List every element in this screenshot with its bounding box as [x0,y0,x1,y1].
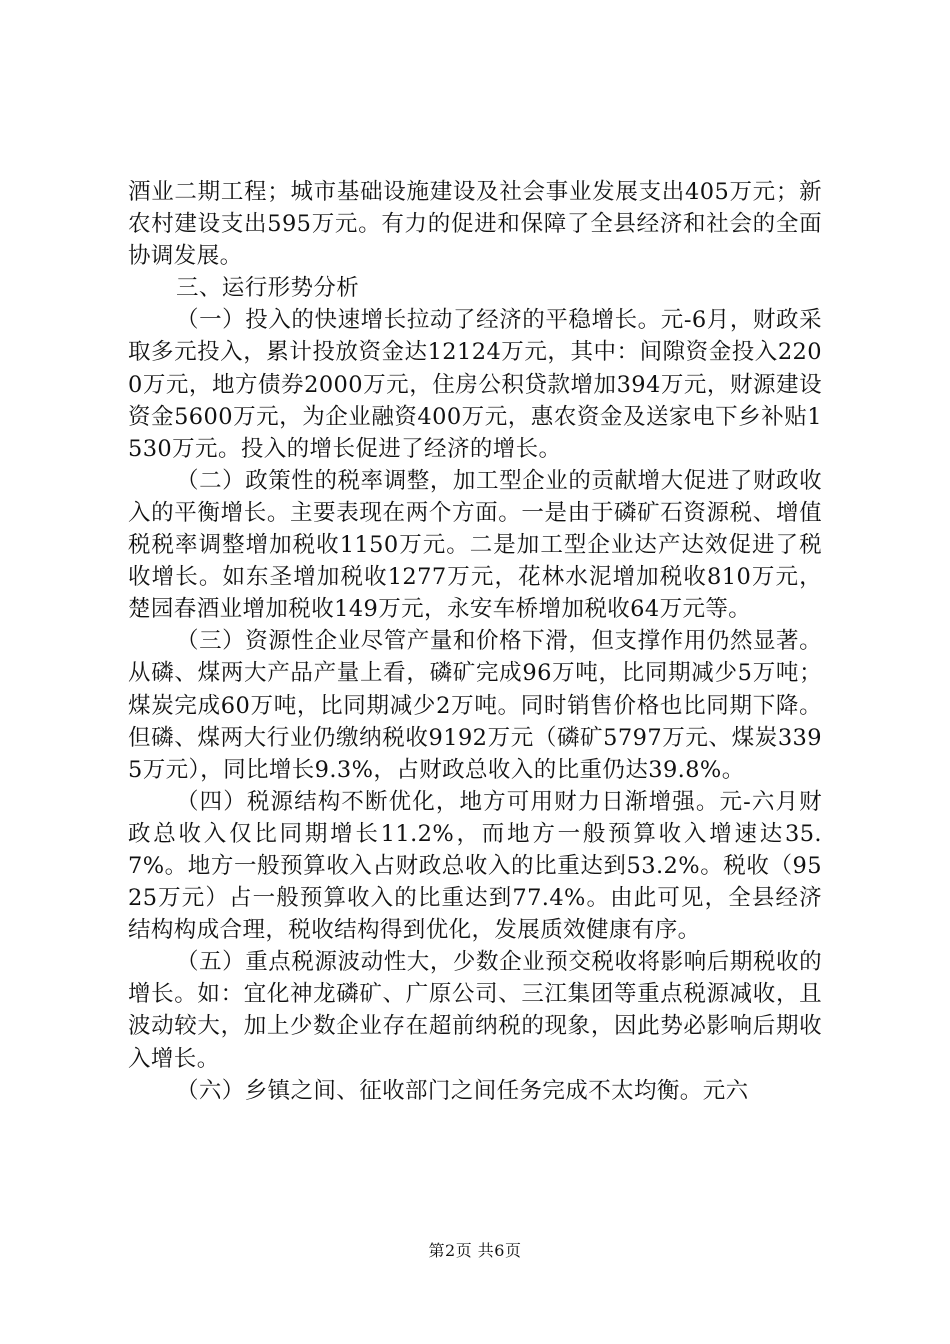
paragraph-item-5: （五）重点税源波动性大，少数企业预交税收将影响后期税收的增长。如：宜化神龙磷矿、广原公司、三江集团等重点税源减收，且波动较大，加上少数企业存在超前纳税的现象，因此势必影响后期收入增长。 [128,949,822,1072]
paragraph-item-6: （六）乡镇之间、征收部门之间任务完成不太均衡。元六 [176,1077,749,1104]
paragraph-item-2: （二）政策性的税率调整，加工型企业的贡献增大促进了财政收入的平衡增长。主要表现在两个方面。一是由于磷矿石资源税、增值税税率调整增加税收1150万元。二是加工型企业达产达效促进了税收增长。如东圣增加税收1277万元，花林水泥增加税收810万元，楚园春酒业增加税收149万元，永安车桥增加税收64万元等。 [128,467,822,623]
paragraph-item-3: （三）资源性企业尽管产量和价格下滑，但支撑作用仍然显著。从磷、煤两大产品产量上看，磷矿完成96万吨，比同期减少5万吨；煤炭完成60万吨，比同期减少2万吨。同时销售价格也比同期下降。但磷、煤两大行业仍缴纳税收9192万元（磷矿5797万元、煤炭3395万元），同比增长9.3%，占财政总收入的比重仍达39.8%。 [128,628,822,783]
paragraph-item-4: （四）税源结构不断优化，地方可用财力日渐增强。元-六月财政总收入仅比同期增长11.2%，而地方一般预算收入增速达35.7%。地方一般预算收入占财政总收入的比重达到53.2%。税收（9525万元）占一般预算收入的比重达到77.4%。由此可见，全县经济结构构成合理，税收结构得到优化，发展质效健康有序。 [128,788,822,944]
paragraph-item-1: （一）投入的快速增长拉动了经济的平稳增长。元-6月，财政采取多元投入，累计投放资金达12124万元，其中：间隙资金投入2200万元，地方债券2000万元，住房公积贷款增加394万元，财源建设资金5600万元，为企业融资400万元，惠农资金及送家电下乡补贴1530万元。投入的增长促进了经济的增长。 [128,307,822,462]
section-heading: 三、运行形势分析 [176,275,360,302]
document-body [128,176,822,1107]
paragraph-continuation: 酒业二期工程；城市基础设施建设及社会事业发展支出405万元；新农村建设支出595万元。有力的促进和保障了全县经济和社会的全面协调发展。 [128,179,822,270]
page-footer: 第2页 共6页 [428,1241,522,1260]
